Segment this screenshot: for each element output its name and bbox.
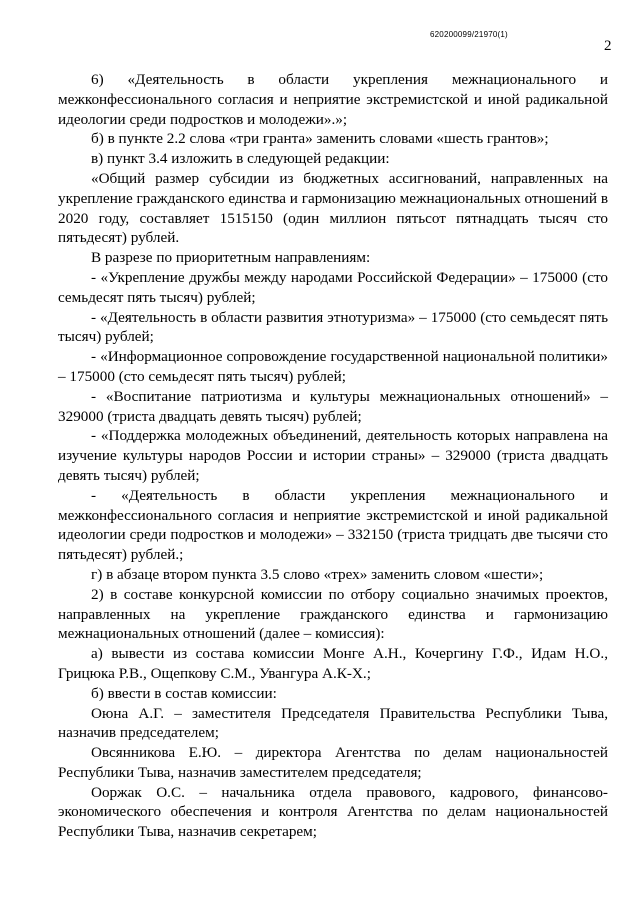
member-secretary: Ооржак О.С. – начальника отдела правового, кадрового, финансово-экономического обеспечения и контроля Агентства по делам национальностей Республики Тыва, назначив секретарем; xyxy=(58,783,608,841)
list-item-youth-associations: - «Поддержка молодежных объединений, деятельность которых направлена на изучение культуры народов России и истории страны» – 329000 (триста двадцать девять тысяч) рублей; xyxy=(58,427,608,484)
paragraph-subsidy-total: «Общий размер субсидии из бюджетных ассигнований, направленных на укрепление гражданского единства и гармонизацию межнациональных отношений в 2020 году, составляет 1515150 (один миллион пятьсот пятнадцать тысяч сто пятьдесят) рублей. xyxy=(58,169,608,247)
member-deputy-chairman: Овсянникова Е.Ю. – директора Агентства по делам национальностей Республики Тыва, назначив заместителем председателя; xyxy=(58,744,608,781)
paragraph-commission: 2) в составе конкурсной комиссии по отбору социально значимых проектов, направленных на укрепление гражданского единства и гармонизацию межнациональных отношений (далее – комиссия): xyxy=(58,585,608,643)
paragraph-priority-intro: В разрезе по приоритетным направлениям: xyxy=(91,249,371,267)
document-id: 620200099/21970(1) xyxy=(430,30,508,39)
paragraph-amend-3-5: г) в абзаце втором пункта 3.5 слово «трех» заменить словом «шести»; xyxy=(91,565,544,583)
list-item-ethnotourism: - «Деятельность в области развития этнотуризма» – 175000 (сто семьдесят пять тысяч) рублей; xyxy=(58,308,608,346)
page-number: 2 xyxy=(604,38,612,54)
list-item-friendship: - «Укрепление дружбы между народами Российской Федерации» – 175000 (сто семьдесят пять тысяч) рублей; xyxy=(58,268,608,306)
document-body xyxy=(58,70,608,842)
list-item-interethnic-accord: - «Деятельность в области укрепления межнационального и межконфессионального согласия и неприятие экстремистской и иной радикальной идеологии среди подростков и молодежи» – 332150 (триста тридцать две тысячи сто пятьдесят) рублей.; xyxy=(58,486,608,564)
paragraph-add-members: б) ввести в состав комиссии: xyxy=(91,684,277,702)
paragraph-amend-2-2: б) в пункте 2.2 слова «три гранта» заменить словами «шесть грантов»; xyxy=(91,130,549,148)
list-item-information-support: - «Информационное сопровождение государственной национальной политики» – 175000 (сто семьдесят пять тысяч) рублей; xyxy=(58,348,608,385)
list-item-patriotism: - «Воспитание патриотизма и культуры межнациональных отношений» – 329000 (триста двадцать девять тысяч) рублей; xyxy=(58,387,608,425)
paragraph-amend-3-4: в) пункт 3.4 изложить в следующей редакции: xyxy=(91,150,390,168)
paragraph-remove-members: а) вывести из состава комиссии Монге А.Н., Кочергину Г.Ф., Идам Н.О., Грицюка Р.В., Ощепкову С.М., Увангура А.К-Х.; xyxy=(58,645,608,682)
member-chairman: Оюна А.Г. – заместителя Председателя Правительства Республики Тыва, назначив председателем; xyxy=(58,704,608,742)
paragraph-item-6: 6) «Деятельность в области укрепления межнационального и межконфессионального согласия и неприятие экстремистской и иной радикальной идеологии среди подростков и молодежи».»; xyxy=(58,71,608,128)
